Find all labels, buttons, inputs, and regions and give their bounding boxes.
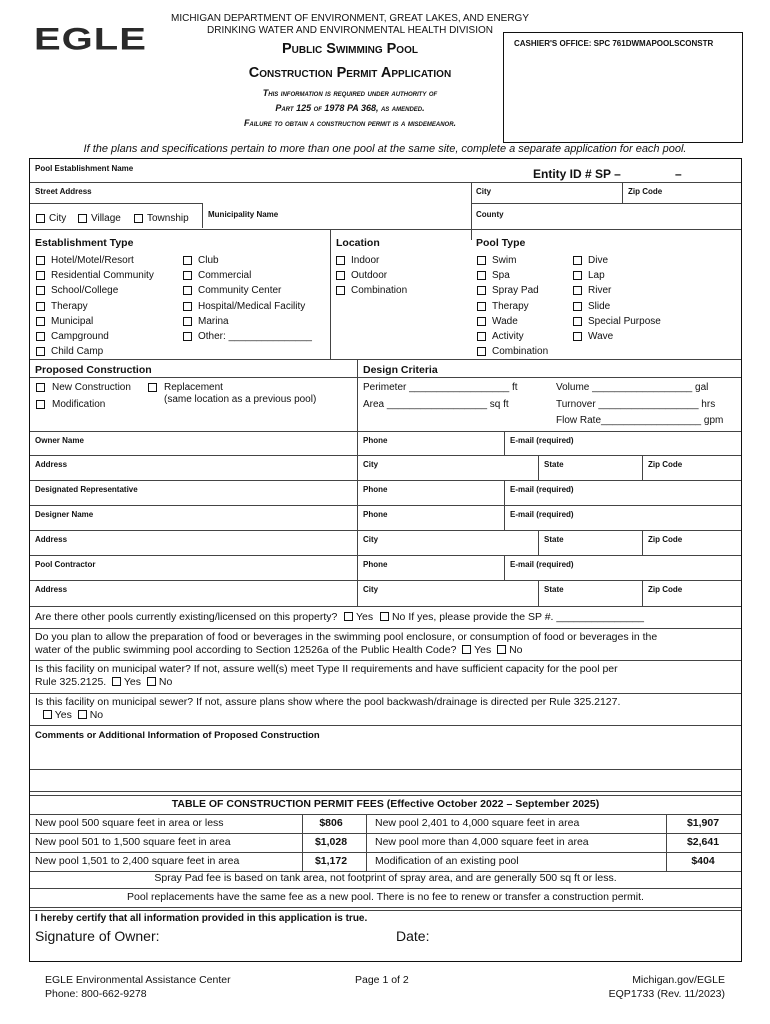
establishment-type-checkbox[interactable] — [36, 256, 45, 265]
email-label: E-mail (required) — [510, 510, 574, 519]
pool-type-label: Combination — [492, 346, 549, 358]
city-label: City — [363, 460, 379, 469]
township-checkbox-label: Township — [147, 213, 189, 224]
establishment-type-checkbox[interactable] — [36, 302, 45, 311]
egle-logo: EGLE — [34, 22, 147, 57]
establishment-type-label: Residential Community — [51, 270, 154, 282]
street-address-label: Street Address — [35, 187, 92, 196]
pool-type-label: Spa — [492, 270, 510, 282]
establishment-type-label: Marina — [198, 315, 229, 327]
email-label: E-mail (required) — [510, 560, 574, 569]
q4-no-checkbox[interactable] — [78, 710, 87, 719]
q2-line-1: Do you plan to allow the preparation of food or beverages in the swimming pool enclosure, or consumption of food or beverages in the — [35, 631, 658, 643]
q2-no-label: No — [509, 644, 523, 656]
cashier-label: CASHIER'S OFFICE: SPC 761DWMAPOOLSCONSTR — [514, 39, 714, 48]
designated-rep-label: Designated Representative — [35, 485, 138, 494]
pool-type-checkbox[interactable] — [477, 347, 486, 356]
proposed-construction-heading: Proposed Construction — [35, 364, 152, 376]
establishment-type-label: Hotel/Motel/Resort — [51, 255, 134, 266]
authority-line-2: Part 125 of 1978 PA 368, as amended. — [275, 103, 425, 113]
q3-no-checkbox[interactable] — [147, 677, 156, 686]
fee-desc: New pool 501 to 1,500 square feet in area — [35, 836, 231, 848]
location-label: Indoor — [351, 255, 380, 266]
address-label: Address — [35, 585, 68, 594]
authority-line-1: This information is required under authority of — [262, 88, 438, 98]
zip-code-label: Zip Code — [628, 187, 663, 196]
flow-rate-field[interactable]: Flow Rate__________________ gpm — [556, 415, 724, 426]
establishment-type-checkbox[interactable] — [36, 347, 45, 356]
q1-text: Are there other pools currently existing/licensed on this property? — [35, 611, 338, 623]
q3-yes-checkbox[interactable] — [112, 677, 121, 686]
municipality-name-label: Municipality Name — [208, 210, 279, 219]
fee-desc: Modification of an existing pool — [375, 855, 519, 867]
owner-name-label: Owner Name — [35, 436, 84, 445]
dept-line-2: DRINKING WATER AND ENVIRONMENTAL HEALTH DIVISION — [207, 25, 493, 36]
cashier-box — [503, 32, 743, 143]
fee-amount: $1,172 — [314, 855, 348, 867]
designer-name-label: Designer Name — [35, 510, 94, 519]
date-label[interactable]: Date: — [396, 928, 430, 944]
fee-desc: New pool 500 square feet in area or less — [35, 817, 224, 829]
establishment-type-heading: Establishment Type — [35, 237, 134, 249]
perimeter-field[interactable]: Perimeter __________________ ft — [363, 382, 518, 393]
county-label: County — [476, 210, 504, 219]
pool-type-checkbox[interactable] — [477, 286, 486, 295]
q3-yes-label: Yes — [123, 676, 142, 688]
volume-field[interactable]: Volume __________________ gal — [556, 382, 709, 393]
pool-establishment-name-label: Pool Establishment Name — [35, 164, 134, 173]
establishment-type-label: School/College — [51, 285, 119, 297]
authority-note — [150, 86, 550, 131]
q3-line-1: Is this facility on municipal water? If not, assure well(s) meet Type II requirements and have sufficient capacity for the pool per — [35, 663, 618, 675]
address-label: Address — [35, 535, 68, 544]
location-label: Combination — [351, 285, 408, 297]
q3-line-2: Rule 325.2125. — [35, 676, 107, 688]
establishment-type-checkbox[interactable] — [36, 271, 45, 280]
design-criteria-heading: Design Criteria — [363, 364, 438, 376]
zip-code-label: Zip Code — [648, 585, 683, 594]
pool-type-label: Wave — [588, 331, 614, 342]
intro-text: If the plans and specifications pertain to more than one pool at the same site, complete a separate application for each pool. — [83, 143, 687, 155]
village-checkbox-label: Village — [91, 213, 121, 224]
fee-table-title: TABLE OF CONSTRUCTION PERMIT FEES (Effective October 2022 – September 2025) — [171, 798, 600, 810]
location-checkbox[interactable] — [336, 286, 345, 295]
pool-type-label: Slide — [588, 300, 611, 312]
q1-yes-checkbox[interactable] — [344, 612, 353, 621]
establishment-type-label: Club — [198, 255, 219, 266]
location-label: Outdoor — [351, 270, 388, 282]
pool-type-label: Wade — [492, 315, 518, 327]
footer-form-number: EQP1733 (Rev. 11/2023) — [608, 988, 725, 1000]
phone-label: Phone — [363, 485, 388, 494]
footer-center-name: EGLE Environmental Assistance Center — [45, 974, 231, 986]
pool-type-heading: Pool Type — [476, 237, 526, 249]
department-heading — [150, 13, 550, 37]
state-label: State — [544, 585, 564, 594]
phone-label: Phone — [363, 510, 388, 519]
establishment-type-label: Therapy — [51, 300, 88, 312]
modification-label: Modification — [52, 399, 106, 410]
pool-type-checkbox[interactable] — [477, 271, 486, 280]
new-construction-label: New Construction — [52, 382, 131, 393]
application-form — [29, 158, 742, 962]
turnover-field[interactable]: Turnover __________________ hrs — [556, 399, 716, 410]
pool-type-checkbox[interactable] — [477, 256, 486, 265]
establishment-type-checkbox[interactable] — [183, 332, 192, 341]
q4-yes-checkbox[interactable] — [43, 710, 52, 719]
dept-line-1: MICHIGAN DEPARTMENT OF ENVIRONMENT, GREAT LAKES, AND ENERGY — [170, 13, 530, 24]
phone-label: Phone — [363, 436, 388, 445]
area-field[interactable]: Area __________________ sq ft — [363, 399, 509, 410]
footer-right — [560, 973, 725, 1001]
fee-amount: $1,028 — [314, 836, 348, 848]
footer-website: Michigan.gov/EGLE — [632, 974, 725, 986]
certify-statement: I hereby certify that all information provided in this application is true. — [35, 913, 368, 924]
establishment-type-label: Child Camp — [51, 346, 104, 358]
establishment-type-checkbox[interactable] — [183, 271, 192, 280]
city-checkbox[interactable] — [36, 214, 45, 223]
establishment-type-label: Community Center — [198, 285, 282, 297]
footer-phone: Phone: 800-662-9278 — [45, 988, 147, 1000]
fee-desc: New pool 1,501 to 2,400 square feet in area — [35, 855, 240, 867]
question-municipal-water — [35, 663, 618, 689]
establishment-type-label: Campground — [51, 331, 109, 342]
establishment-type-checkbox[interactable] — [36, 332, 45, 341]
q1-yes-label: Yes — [355, 611, 374, 623]
pool-type-label: Lap — [588, 270, 605, 282]
phone-label: Phone — [363, 560, 388, 569]
establishment-type-checkbox[interactable] — [36, 317, 45, 326]
authority-line-3: Failure to obtain a construction permit is a misdemeanor. — [243, 118, 457, 128]
question-food — [35, 631, 657, 657]
q2-no-checkbox[interactable] — [497, 645, 506, 654]
pool-type-label: Special Purpose — [588, 315, 661, 327]
pool-type-checkbox[interactable] — [477, 317, 486, 326]
pool-type-checkbox[interactable] — [573, 256, 582, 265]
question-municipal-sewer — [35, 696, 620, 722]
city-label: City — [363, 535, 379, 544]
township-checkbox[interactable] — [134, 214, 143, 223]
establishment-type-checkbox[interactable] — [183, 256, 192, 265]
entity-id-label: Entity ID # SP – — [533, 167, 621, 181]
modification-checkbox[interactable] — [36, 400, 45, 409]
address-label: Address — [35, 460, 68, 469]
signature-label[interactable]: Signature of Owner: — [35, 928, 160, 944]
pool-type-label: Activity — [492, 331, 524, 342]
establishment-type-checkbox[interactable] — [183, 302, 192, 311]
q2-yes-label: Yes — [474, 644, 492, 656]
city-label: City — [363, 585, 379, 594]
q4-line-1: Is this facility on municipal sewer? If not, assure plans show where the pool backwash/drainage is directed per Rule 325.2127. — [35, 696, 621, 708]
comments-label: Comments or Additional Information of Proposed Construction — [35, 730, 320, 741]
pool-type-checkbox[interactable] — [573, 271, 582, 280]
state-label: State — [544, 535, 564, 544]
entity-id-dash: – — [675, 167, 682, 181]
q4-no-label: No — [89, 709, 104, 721]
pool-type-checkbox[interactable] — [477, 332, 486, 341]
q2-line-2: water of the public swimming pool according to Section 12526a of the Public Health Code? — [35, 644, 457, 656]
pool-type-label: Spray Pad — [492, 285, 539, 297]
q1-no-label: No — [391, 611, 406, 623]
pool-type-label: Swim — [492, 255, 517, 266]
establishment-type-label: Municipal — [51, 315, 94, 327]
replacement-label: Replacement — [164, 382, 223, 393]
footer-left — [45, 973, 231, 1001]
zip-code-label: Zip Code — [648, 535, 683, 544]
zip-code-label: Zip Code — [648, 460, 683, 469]
establishment-type-checkbox[interactable] — [183, 317, 192, 326]
question-other-pools — [35, 611, 644, 624]
fee-desc: New pool more than 4,000 square feet in area — [375, 836, 589, 848]
establishment-type-label: Commercial — [198, 270, 252, 282]
form-title-line-2: Construction Permit Application — [248, 65, 452, 81]
pool-type-checkbox[interactable] — [573, 332, 582, 341]
fee-amount: $806 — [319, 817, 343, 829]
pool-type-checkbox[interactable] — [573, 302, 582, 311]
q3-no-label: No — [158, 676, 173, 688]
footer-page-number: Page 1 of 2 — [355, 974, 409, 986]
village-checkbox[interactable] — [78, 214, 87, 223]
fee-note-spray-pad: Spray Pad fee is based on tank area, not footprint of spray area, and are generally 500 sq ft or less. — [154, 872, 617, 884]
pool-type-label: Dive — [588, 255, 609, 266]
pool-type-checkbox[interactable] — [573, 317, 582, 326]
fee-amount: $2,641 — [686, 836, 720, 848]
city-label: City — [476, 187, 492, 196]
form-title-line-1: Public Swimming Pool — [282, 41, 418, 57]
q4-yes-label: Yes — [54, 709, 72, 721]
pool-type-checkbox[interactable] — [477, 302, 486, 311]
email-label: E-mail (required) — [510, 436, 574, 445]
pool-type-checkbox[interactable] — [573, 286, 582, 295]
establishment-type-label: Hospital/Medical Facility — [198, 300, 306, 312]
state-label: State — [544, 460, 564, 469]
location-checkbox[interactable] — [336, 256, 345, 265]
new-construction-checkbox[interactable] — [36, 383, 45, 392]
establishment-type-checkbox[interactable] — [183, 286, 192, 295]
fee-amount: $404 — [691, 855, 715, 867]
email-label: E-mail (required) — [510, 485, 574, 494]
fee-note-replacement: Pool replacements have the same fee as a new pool. There is no fee to renew or transfer a construction permit. — [127, 891, 644, 903]
pool-type-label: River — [588, 285, 612, 297]
city-checkbox-label: City — [49, 213, 67, 224]
q2-yes-checkbox[interactable] — [462, 645, 471, 654]
pool-type-label: Therapy — [492, 300, 529, 312]
establishment-type-checkbox[interactable] — [36, 286, 45, 295]
q1-tail: If yes, please provide the SP #. _______________ — [408, 611, 644, 623]
establishment-type-label: Other: _______________ — [198, 331, 312, 342]
replacement-note: (same location as a previous pool) — [164, 394, 317, 405]
pool-contractor-label: Pool Contractor — [35, 560, 96, 569]
location-checkbox[interactable] — [336, 271, 345, 280]
location-heading: Location — [336, 237, 380, 249]
fee-desc: New pool 2,401 to 4,000 square feet in area — [375, 817, 580, 829]
replacement-checkbox[interactable] — [148, 383, 157, 392]
q1-no-checkbox[interactable] — [380, 612, 389, 621]
fee-amount: $1,907 — [686, 817, 720, 829]
